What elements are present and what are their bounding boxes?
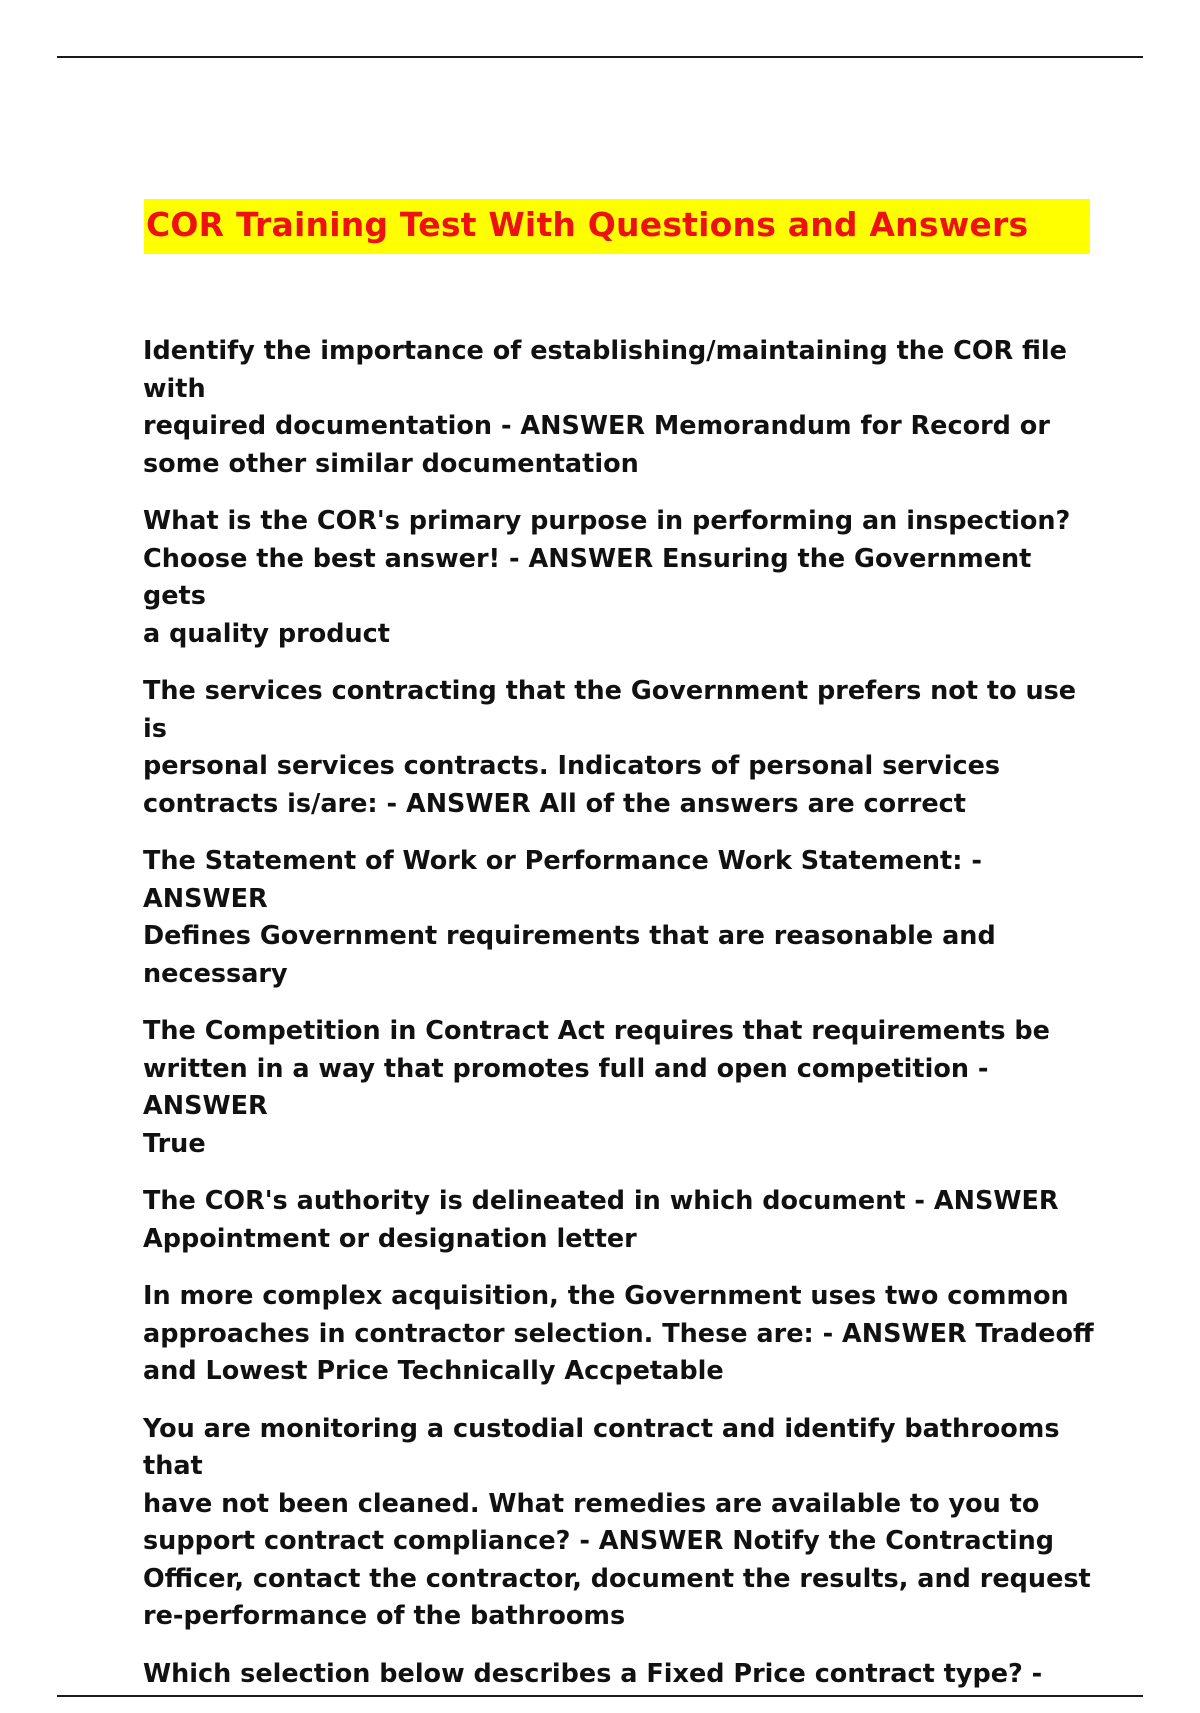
qa-item-6: The COR's authority is delineated in which document - ANSWER Appointment or designation letter bbox=[143, 1186, 1059, 1254]
document-title: COR Training Test With Questions and Answers bbox=[146, 205, 1029, 244]
title-highlight bbox=[144, 199, 1090, 254]
qa-list bbox=[143, 333, 1103, 1713]
qa-item-1: Identify the importance of establishing/maintaining the COR file with required documentation - ANSWER Memorandum for Record or some other similar documentation bbox=[143, 336, 1067, 479]
qa-item-9: Which selection below describes a Fixed Price contract type? - bbox=[143, 1658, 1043, 1689]
qa-item-7: In more complex acquisition, the Government uses two common approaches in contractor selection. These are: - ANSWER Tradeoff and Lowest Price Technically Accpetable bbox=[143, 1281, 1094, 1386]
qa-item-2: What is the COR's primary purpose in performing an inspection? Choose the best answer! - ANSWER Ensuring the Government gets a quality product bbox=[143, 506, 1071, 649]
qa-item-5: The Competition in Contract Act requires that requirements be written in a way that promotes full and open competition - ANSWER True bbox=[143, 1016, 1050, 1159]
qa-item-8: You are monitoring a custodial contract and identify bathrooms that have not been cleaned. What remedies are available to you to support contract compliance? - ANSWER Notify the Contracting Officer, contact the contractor, document the results, and request re-performance of the bathrooms bbox=[143, 1413, 1091, 1631]
qa-item-3: The services contracting that the Government prefers not to use is personal services contracts. Indicators of personal services contracts is/are: - ANSWER All of the answers are correct bbox=[143, 676, 1077, 819]
qa-item-4: The Statement of Work or Performance Work Statement: - ANSWER Defines Government requirements that are reasonable and necessary bbox=[143, 846, 996, 989]
header-rule bbox=[57, 56, 1143, 58]
footer-rule bbox=[57, 1695, 1143, 1697]
